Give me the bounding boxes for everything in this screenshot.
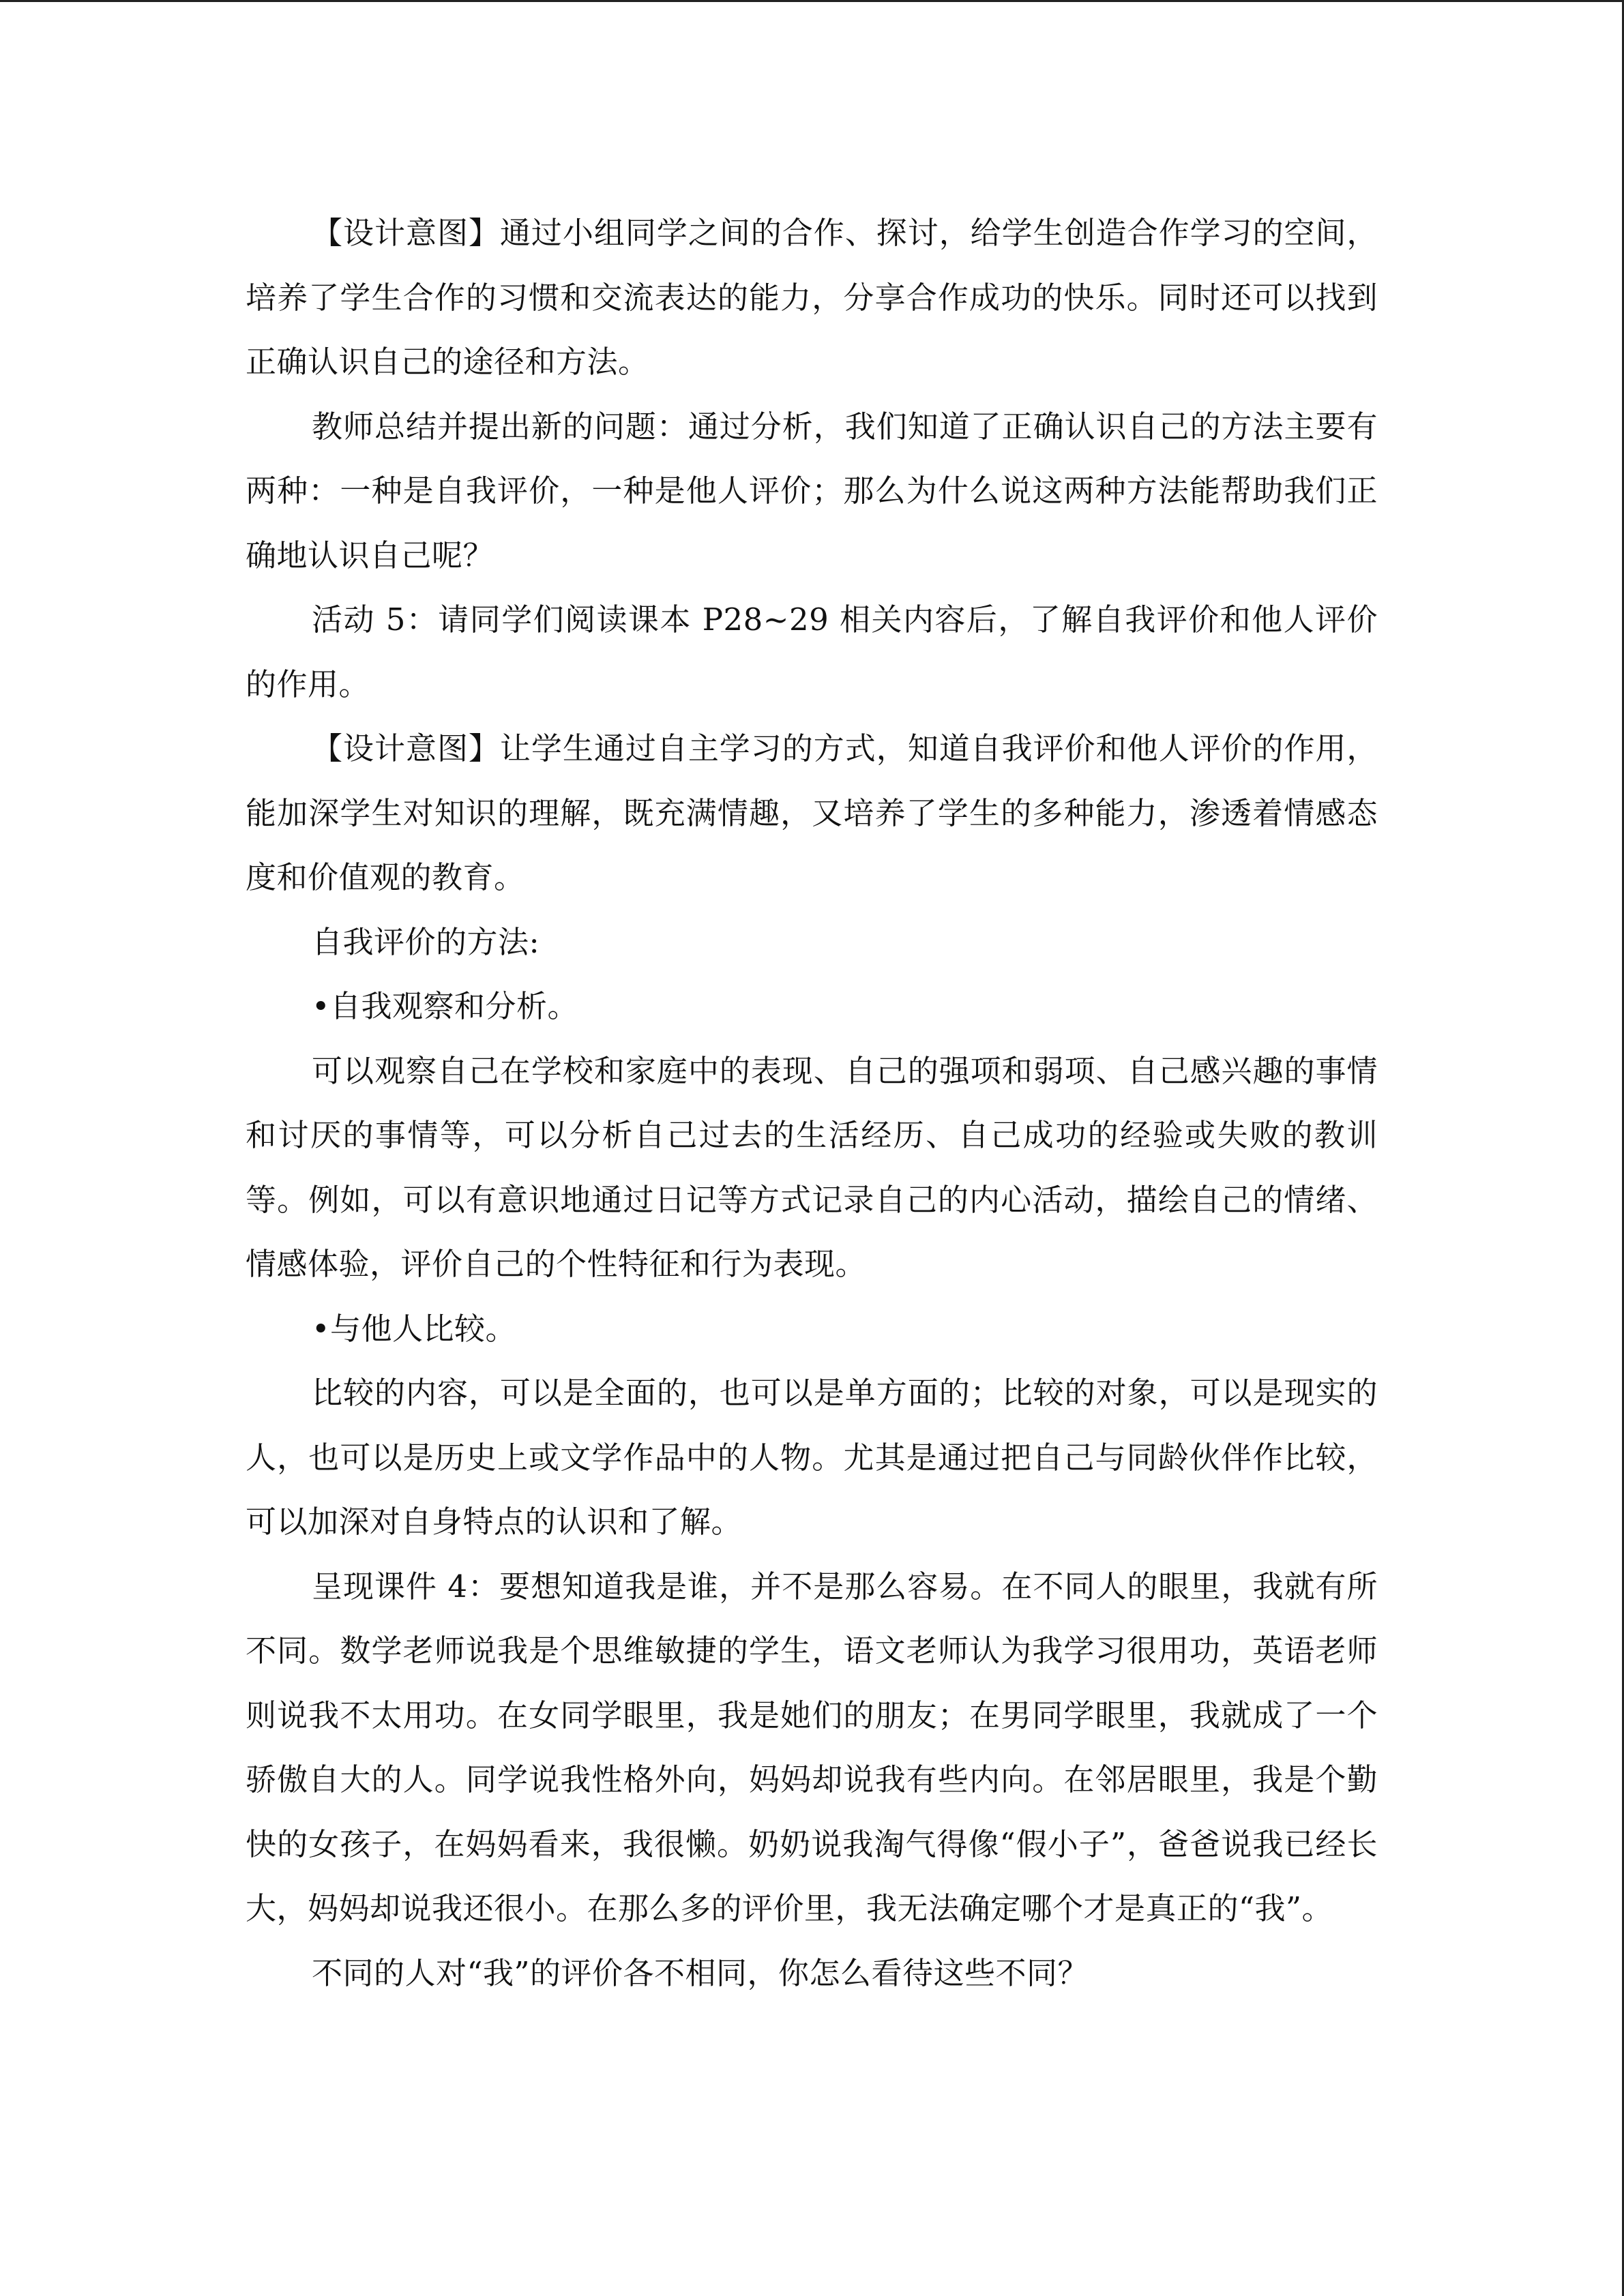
bullet-self-observation: •自我观察和分析。 (312, 988, 579, 1024)
paragraph-self-observation-detail: 可以观察自己在学校和家庭中的表现、自己的强项和弱项、自己感兴趣的事情和讨厌的事情等，可以分析自己过去的生活经历、自己成功的经验或失败的教训等。例如，可以有意识地通过日记等方式记录自己的内心活动，描绘自己的情绪、情感体验，评价自己的个性特征和行为表现。 (246, 1052, 1378, 1282)
paragraph-design-intent-1: 【设计意图】通过小组同学之间的合作、探讨，给学生创造合作学习的空间，培养了学生合作的习惯和交流表达的能力，分享合作成功的快乐。同时还可以找到正确认识自己的途径和方法。 (246, 215, 1378, 380)
paragraph-activity-5: 活动 5：请同学们阅读课本 P28~29 相关内容后，了解自我评价和他人评价的作用。 (246, 601, 1378, 702)
paragraph-teacher-summary: 教师总结并提出新的问题：通过分析，我们知道了正确认识自己的方法主要有两种：一种是自我评价，一种是他人评价；那么为什么说这两种方法能帮助我们正确地认识自己呢？ (246, 408, 1378, 573)
paragraph-self-evaluation-methods: 自我评价的方法: (312, 923, 540, 960)
bullet-compare-with-others: •与他人比较。 (312, 1310, 517, 1347)
paragraph-question: 不同的人对“我”的评价各不相同，你怎么看待这些不同？ (312, 1954, 1089, 1991)
document-body (246, 201, 1378, 2006)
paragraph-compare-detail: 比较的内容，可以是全面的，也可以是单方面的；比较的对象，可以是现实的人，也可以是历史上或文学作品中的人物。尤其是通过把自己与同龄伙伴作比较，可以加深对自身特点的认识和了解。 (246, 1375, 1378, 1540)
paragraph-courseware-4: 呈现课件 4：要想知道我是谁，并不是那么容易。在不同人的眼里，我就有所不同。数学老师说我是个思维敏捷的学生，语文老师认为我学习很用功，英语老师则说我不太用功。在女同学眼里，我是她们的朋友；在男同学眼里，我就成了一个骄傲自大的人。同学说我性格外向，妈妈却说我有些内向。在邻居眼里，我是个勤快的女孩子，在妈妈看来，我很懒。奶奶说我淘气得像“假小子”，爸爸说我已经长大，妈妈却说我还很小。在那么多的评价里，我无法确定哪个才是真正的“我”。 (246, 1568, 1378, 1926)
paragraph-design-intent-2: 【设计意图】让学生通过自主学习的方式，知道自我评价和他人评价的作用，能加深学生对知识的理解，既充满情趣，又培养了学生的多种能力，渗透着情感态度和价值观的教育。 (246, 730, 1378, 895)
